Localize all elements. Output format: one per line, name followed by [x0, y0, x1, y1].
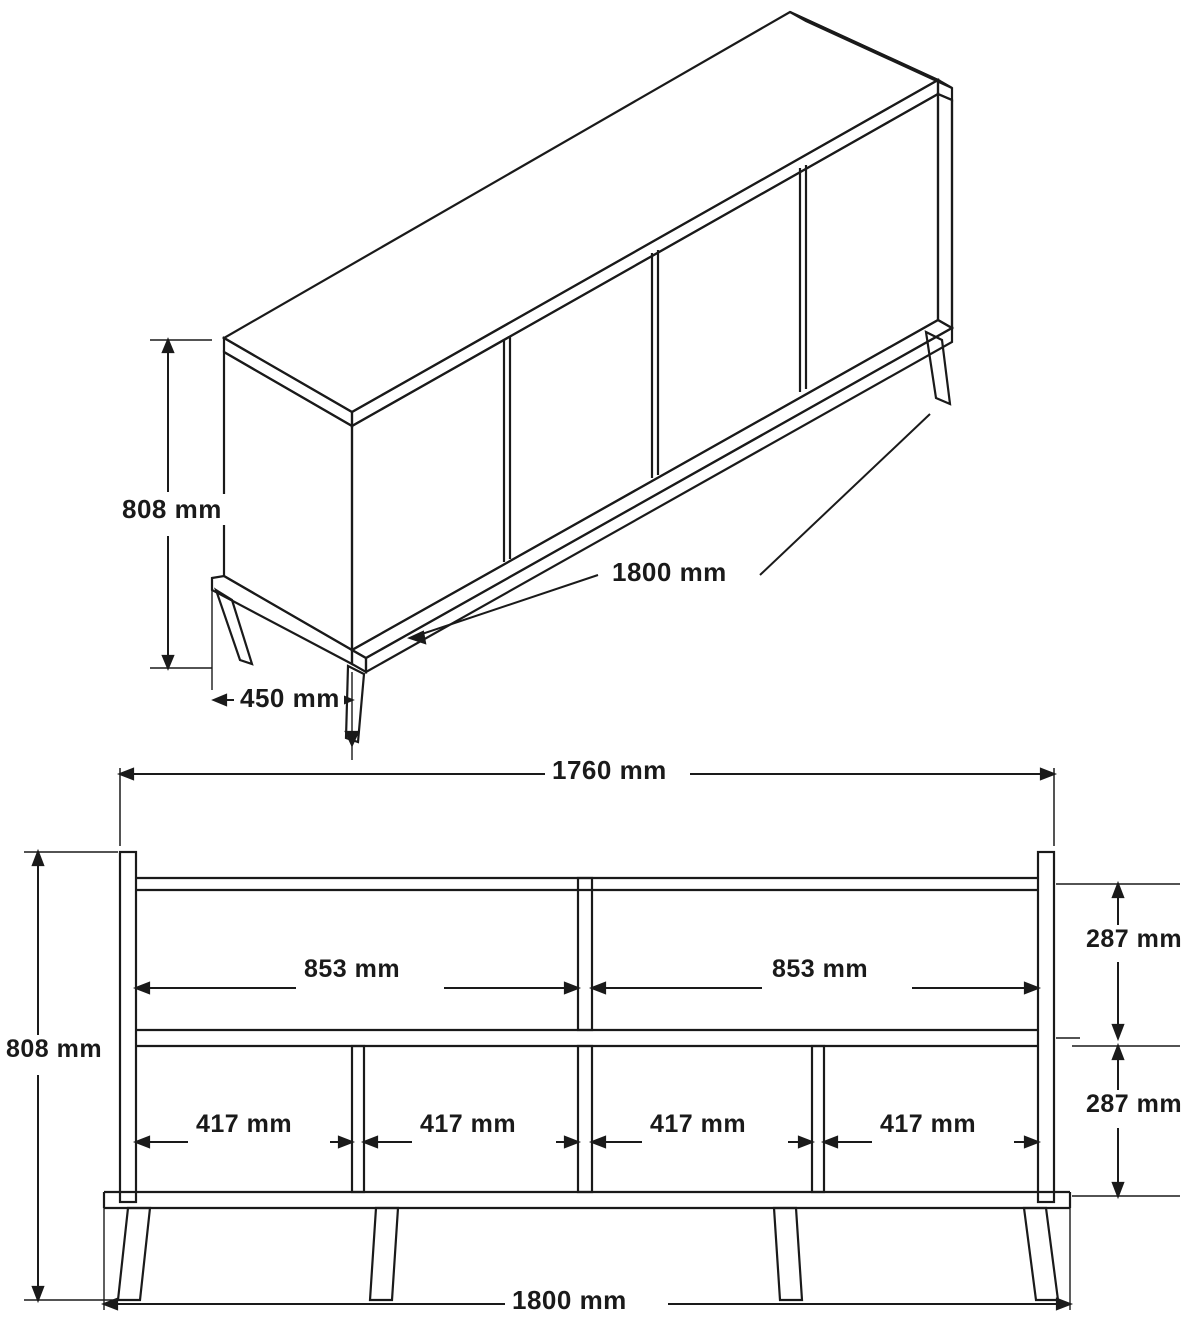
iso-depth-dimension	[212, 590, 358, 760]
upper-shelf-height-label: 287 mm	[1082, 925, 1186, 954]
iso-cabinet-body	[212, 12, 952, 742]
iso-height-label: 808 mm	[118, 494, 226, 525]
iso-width-dimension	[410, 414, 930, 643]
iso-width-label: 1800 mm	[608, 557, 731, 588]
upper-bay-right-label: 853 mm	[768, 955, 872, 984]
front-overall-width-label: 1800 mm	[508, 1285, 631, 1316]
lower-bay-3-label: 417 mm	[646, 1110, 750, 1139]
lower-shelf-height-dimension	[1072, 1046, 1180, 1196]
upper-bay-left-dimension	[136, 983, 578, 993]
iso-depth-label: 450 mm	[236, 683, 344, 714]
upper-bay-right-dimension	[592, 983, 1038, 993]
front-overall-height-label: 808 mm	[2, 1035, 106, 1064]
front-top-width-label: 1760 mm	[548, 755, 671, 786]
upper-bay-left-label: 853 mm	[300, 955, 404, 984]
lower-shelf-height-label: 287 mm	[1082, 1090, 1186, 1119]
front-elevation-cabinet	[104, 852, 1070, 1300]
lower-bay-1-label: 417 mm	[192, 1110, 296, 1139]
upper-shelf-height-dimension	[1056, 884, 1180, 1038]
lower-bay-2-label: 417 mm	[416, 1110, 520, 1139]
lower-bay-4-label: 417 mm	[876, 1110, 980, 1139]
